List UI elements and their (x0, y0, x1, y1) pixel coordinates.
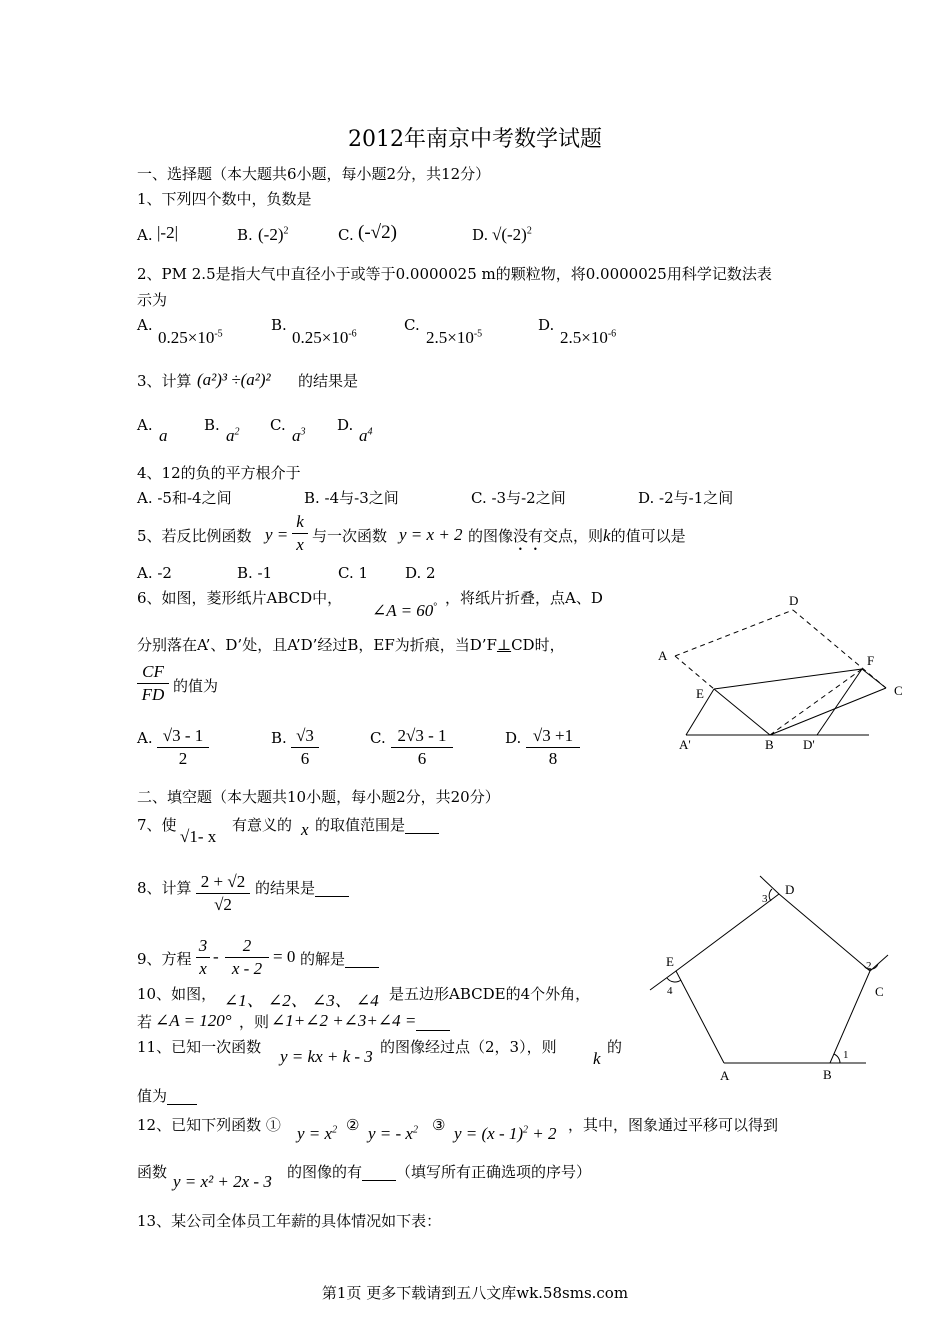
fig2-label-d: D (785, 882, 795, 897)
q1-option-b-label: B. (237, 226, 253, 244)
q12-stem-part2: ，其中，图象通过平移可以得到 (568, 1116, 779, 1134)
fig1-label-b: B (765, 737, 774, 752)
q11-stem-part2: 的图像经过点（2，3），则 (380, 1038, 557, 1056)
q12-stem-part1: 12、已知下列函数 ① (137, 1116, 281, 1134)
q2-option-b-label: B. (271, 316, 287, 334)
q2-option-c-label: C. (404, 316, 420, 334)
q5-stem-part1: 5、若反比例函数 (137, 527, 252, 545)
q2-option-a-math: $0.25\times 10^{-5}$ (158, 328, 223, 347)
q6-angle: ∠A = 60° (372, 601, 438, 620)
q8-stem-part1: 8、计算 (137, 879, 192, 897)
q10-answer-blank[interactable] (416, 1016, 450, 1031)
q2-option-a-label: A. (137, 316, 153, 334)
q1-option-a-math: |-2| (157, 223, 178, 242)
q10-sum: ∠1+∠2 +∠3+∠4 = (271, 1011, 450, 1031)
q6-stem-tail: 的值为 (173, 677, 219, 695)
q7-var-x: x (301, 820, 309, 839)
q3-option-c-math: $a^3$ (292, 426, 306, 445)
q3-option-b-label: B. (204, 416, 220, 434)
figure-rhombus-fold (650, 585, 910, 760)
fig2-label-a: A (720, 1068, 730, 1083)
q9-answer-blank[interactable] (345, 953, 379, 968)
q3-option-a-label: A. (137, 416, 153, 434)
fig2-label-b: B (823, 1067, 832, 1082)
section-2-heading: 二、填空题（本大题共10小题，每小题2分，共20分） (137, 788, 500, 806)
fig1-label-d-prime: D' (803, 737, 815, 752)
q7-stem-part3: 的取值范围是 (315, 816, 439, 834)
q3-option-d-math: $a^4$ (359, 426, 373, 445)
q1-option-c-math: (-√2) (358, 222, 397, 243)
q3-tail: 的结果是 (298, 372, 359, 390)
q10-stem-part3: 若 (137, 1013, 153, 1031)
q5-stem-part3: 的图像没有交点，则k的值可以是 (468, 526, 686, 545)
q7-radical: √1- x (180, 827, 217, 846)
q5-eq2: y = x + 2 (399, 525, 463, 544)
q3-stem: 3、计算 (137, 372, 192, 390)
q12-target-function: y = x² + 2x - 3 (173, 1172, 272, 1191)
q9-fraction-2: $\frac{2}{x - 2}$ (225, 935, 269, 980)
q6-option-c-math: $\frac{2√3 - 1}{6}$ (391, 725, 453, 770)
q1-option-c-label: C. (338, 226, 354, 244)
fig1-label-c: C (894, 683, 903, 698)
q4-option-b: B. -4与-3之间 (304, 489, 399, 507)
q3-expression: (a²)³ ÷(a²)² (197, 370, 271, 389)
q11-var-k: k (593, 1049, 601, 1068)
q6-stem-line2: 分别落在A’、D’处，且A’D’经过B，EF为折痕，当D’F⊥CD时， (137, 636, 565, 654)
q5-eq1: y = (265, 525, 289, 544)
section-1-heading: 一、选择题（本大题共6小题，每小题2分，共12分） (137, 165, 491, 183)
q4-stem: 4、12的负的平方根介于 (137, 464, 301, 482)
q7-answer-blank[interactable] (405, 819, 439, 834)
q2-stem-line2: 示为 (137, 291, 168, 309)
q11-answer-blank[interactable] (167, 1090, 197, 1105)
q2-option-d-math: $2.5\times 10^{-6}$ (560, 328, 617, 347)
fig2-angle-1: 1 (843, 1049, 849, 1061)
q5-option-d: D. 2 (405, 564, 436, 582)
q12-circle-3: ③ (432, 1116, 446, 1134)
q8-fraction: $\frac{2 + √2}{√2}$ (196, 871, 250, 916)
q9-stem-part1: 9、方程 (137, 950, 192, 968)
q6-option-c-label: C. (370, 729, 386, 747)
q6-stem-line1: 6、如图，菱形纸片ABCD中， (137, 589, 343, 607)
q12-answer-blank[interactable] (362, 1166, 396, 1181)
fig2-label-c: C (875, 984, 884, 999)
q5-option-c: C. 1 (338, 564, 369, 582)
q2-option-c-math: $2.5\times 10^{-5}$ (426, 328, 483, 347)
fig1-label-e: E (696, 686, 704, 701)
q7-stem-part2: 有意义的 (232, 816, 293, 834)
q5-fraction: $\frac{k}{x}$ (292, 511, 308, 556)
q13-stem: 13、某公司全体员工年薪的具体情况如下表： (137, 1212, 442, 1230)
q9-equals: = 0 (273, 947, 296, 966)
q6-option-d-math: $\frac{√3 +1}{8}$ (526, 725, 580, 770)
q11-stem-part4: 值为 (137, 1087, 197, 1105)
q12-stem-part3: 函数 (137, 1163, 168, 1181)
q6-option-d-label: D. (505, 729, 522, 747)
q9-fraction-1: $\frac{3}{x}$ (196, 935, 210, 980)
q11-stem-part3: 的 (607, 1038, 623, 1056)
q6-option-a-math: $\frac{√3 - 1}{2}$ (157, 725, 209, 770)
q10-stem-part1: 10、如图， (137, 985, 217, 1003)
q6-stem-line1-tail: ，将纸片折叠，点A、D (445, 589, 603, 607)
q10-angles: ∠1、 ∠2、 ∠3、 ∠4 (224, 991, 379, 1010)
q4-option-d: D. -2与-1之间 (638, 489, 734, 507)
q3-option-b-math: $a^2$ (226, 426, 240, 445)
fig1-label-a-prime: A' (679, 737, 691, 752)
q9-minus: - (213, 947, 219, 966)
q6-option-b-math: $\frac{√3}{6}$ (291, 725, 319, 770)
q4-option-a: A. -5和-4之间 (137, 489, 232, 507)
fig2-angle-3: 3 (762, 893, 768, 905)
q1-option-d-label: D. (472, 226, 489, 244)
q5-option-b: B. -1 (237, 564, 273, 582)
q10-stem-part4: ，则 (239, 1013, 270, 1031)
q11-stem-part1: 11、已知一次函数 (137, 1038, 262, 1056)
q5-stem-part2: 与一次函数 (312, 527, 388, 545)
fig2-angle-4: 4 (667, 985, 673, 997)
q12-stem-part4: 的图像的有 （填写所有正确选项的序号） (287, 1163, 592, 1181)
q6-option-a-label: A. (137, 729, 153, 747)
q2-option-d-label: D. (538, 316, 555, 334)
figure-pentagon (640, 870, 910, 1085)
q1-stem: 1、下列四个数中，负数是 (137, 190, 312, 208)
q6-cf-over-fd: $\frac{CF}{FD}$ (137, 661, 169, 706)
q6-option-b-label: B. (271, 729, 287, 747)
q7-stem-part1: 7、使 (137, 816, 177, 834)
q2-stem-line1: 2、PM 2.5是指大气中直径小于或等于0.0000025 m的颗粒物，将0.0000025用科学记数法表 (137, 265, 772, 283)
q10-condition: ∠A = 120° (155, 1011, 232, 1030)
q8-answer-blank[interactable] (315, 882, 349, 897)
q4-option-c: C. -3与-2之间 (471, 489, 566, 507)
q5-option-a: A. -2 (137, 564, 172, 582)
q12-function-3: y = (x - 1)$^2$ + 2 (454, 1124, 557, 1143)
q1-option-a-label: A. (137, 226, 153, 244)
fig1-label-d: D (789, 593, 799, 608)
q3-option-d-label: D. (337, 416, 354, 434)
q3-option-c-label: C. (270, 416, 286, 434)
page-title: 2012年南京中考数学试题 (348, 127, 602, 152)
fig1-label-f: F (867, 653, 875, 668)
q11-equation: y = kx + k - 3 (280, 1047, 373, 1066)
q1-option-b-math: $(-2)^2$ (258, 225, 289, 244)
fig2-angle-2: 2 (866, 960, 872, 972)
q10-stem-part2: 是五边形ABCDE的4个外角， (389, 985, 591, 1003)
q12-function-2: y = - $x^2$ (368, 1124, 418, 1143)
q1-option-d-math: $√(-2)^2$ (492, 225, 532, 244)
q12-function-1: $y = x^2$ (297, 1124, 338, 1143)
fig2-label-e: E (666, 954, 674, 969)
q8-stem-part2: 的结果是 (255, 879, 349, 897)
q2-option-b-math: $0.25\times 10^{-6}$ (292, 328, 357, 347)
fig1-label-a: A (658, 648, 668, 663)
q3-option-a-math: a (159, 426, 168, 445)
page-footer: 第1页 更多下载请到五八文库wk.58sms.com (321, 1284, 629, 1302)
q9-stem-part2: 的解是 (300, 950, 379, 968)
q12-circle-2: ② (346, 1116, 360, 1134)
